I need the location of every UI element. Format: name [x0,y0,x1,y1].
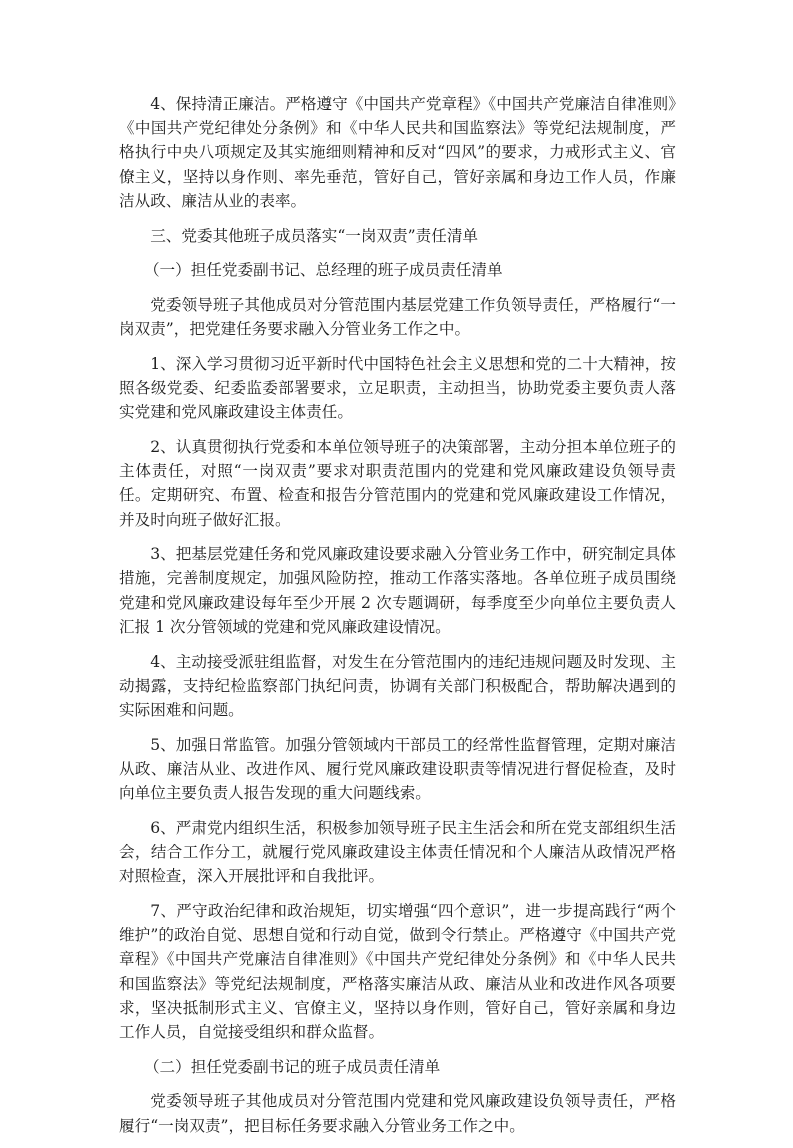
subsection-2-heading: （二）担任党委副书记的班子成员责任清单 [143,1057,441,1076]
subsection-2-intro: 党委领导班子其他成员对分管范围内党建和党风廉政建设负领导责任，严格履行“一岗双责”，把目标任务要求融入分管业务工作之中。 [119,1092,676,1135]
item-1: 1、深入学习贯彻习近平新时代中国特色社会主义思想和党的二十大精神，按照各级党委、纪委监委部署要求，立足职责，主动担当，协助党委主要负责人落实党建和党风廉政建设主体责任。 [119,354,676,422]
subsection-1-heading: （一）担任党委副书记、总经理的班子成员责任清单 [143,261,503,280]
section-3-heading: 三、党委其他班子成员落实“一岗双责”责任清单 [150,226,479,245]
item-5: 5、加强日常监管。加强分管领域内干部员工的经常性监督管理，定期对廉洁从政、廉洁从业、改进作风、履行党风廉政建设职责等情况进行督促检查，及时向单位主要负责人报告发现的重大问题线索。 [119,735,676,803]
item-6: 6、严肃党内组织生活，积极参加领导班子民主生活会和所在党支部组织生活会，结合工作分工，就履行党风廉政建设主体责任情况和个人廉洁从政情况严格对照检查，深入开展批评和自我批评。 [119,818,676,886]
item-4: 4、主动接受派驻组监督，对发生在分管范围内的违纪违规问题及时发现、主动揭露，支持纪检监察部门执纪问责，协调有关部门积极配合，帮助解决遇到的实际困难和问题。 [119,652,676,719]
clause-4-integrity: 4、保持清正廉洁。严格遵守《中国共产党章程》《中国共产党廉洁自律准则》《中国共产党纪律处分条例》和《中华人民共和国监察法》等党纪法规制度，严格执行中央八项规定及其实施细则精神和反对“四风”的要求，力戒形式主义、官僚主义，坚持以身作则、率先垂范，管好自己，管好亲属和身边工作人员，作廉洁从政、廉洁从业的表率。 [119,95,676,210]
item-7: 7、严守政治纪律和政治规矩，切实增强“四个意识”，进一步提高践行“两个维护”的政治自觉、思想自觉和行动自觉，做到令行禁止。严格遵守《中国共产党章程》《中国共产党廉洁自律准则》《中国共产党纪律处分条例》和《中华人民共和国监察法》等党纪法规制度，严格落实廉洁从政、廉洁从业和改进作风各项要求，坚决抵制形式主义、官僚主义，坚持以身作则，管好自己，管好亲属和身边工作人员，自觉接受组织和群众监督。 [119,901,676,1041]
item-3: 3、把基层党建任务和党风廉政建设要求融入分管业务工作中，研究制定具体措施，完善制度规定，加强风险防控，推动工作落实落地。各单位班子成员围绕党建和党风廉政建设每年至少开展 2 次专题调研，每季度至少向单位主要负责人汇报 1 次分管领域的党建和党风廉政建设情况。 [119,545,676,636]
subsection-1-intro: 党委领导班子其他成员对分管范围内基层党建工作负领导责任，严格履行“一岗双责”，把党建任务要求融入分管业务工作之中。 [119,295,676,339]
item-2: 2、认真贯彻执行党委和本单位领导班子的决策部署，主动分担本单位班子的主体责任，对照“一岗双责”要求对职责范围内的党建和党风廉政建设负领导责任。定期研究、布置、检查和报告分管范围内的党建和党风廉政建设工作情况，并及时向班子做好汇报。 [119,437,676,529]
document-page [119,92,676,1148]
